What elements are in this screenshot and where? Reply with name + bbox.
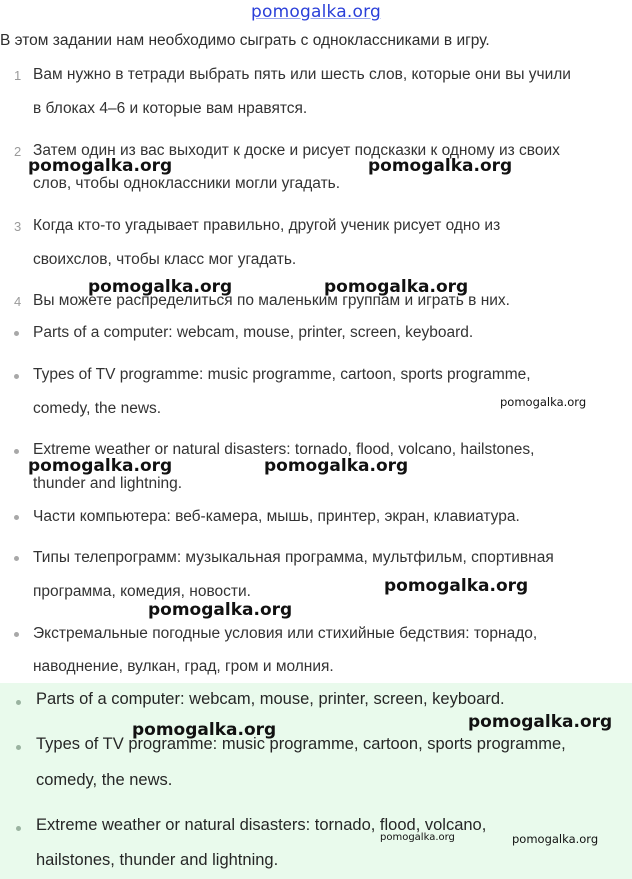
step-line: своихслов, чтобы класс мог угадать. [33,251,297,268]
list-item: Типы телепрограмм: музыкальная программа, мультфильм, спортивная [33,549,554,566]
step-line: Вы можете распределиться по маленьким группам и играть в них. [33,292,510,309]
watermark: pomogalka.org [468,712,613,732]
bullet-dot [14,556,19,561]
list-item: Types of TV programme: music programme, cartoon, sports programme, [33,366,531,383]
watermark: pomogalka.org [88,277,233,297]
list-item: Types of TV programme: music programme, cartoon, sports programme, [36,735,566,753]
list-item: Parts of a computer: webcam, mouse, printer, screen, keyboard. [33,324,474,341]
step-number: 2 [14,144,22,159]
bullet-dot [14,515,19,520]
watermark: pomogalka.org [28,456,173,476]
step-number: 4 [14,294,22,309]
watermark: pomogalka.org [324,277,469,297]
step-line: Когда кто-то угадывает правильно, другой ученик рисует одно из [33,217,501,234]
list-item: comedy, the news. [33,400,162,417]
step-number: 1 [14,68,22,83]
step-line: Затем один из вас выходит к доске и рисует подсказки к одному из своих [33,142,560,159]
watermark: pomogalka.org [500,395,587,409]
list-item: Экстремальные погодные условия или стихийные бедствия: торнадо, [33,625,538,642]
step-line: в блоках 4–6 и которые вам нравятся. [33,100,308,117]
bullet-dot [16,826,21,831]
watermark: pomogalka.org [148,600,293,620]
list-item: comedy, the news. [36,771,173,789]
bullet-dot [14,331,19,336]
list-item: Extreme weather or natural disasters: tornado, flood, volcano, [36,816,487,834]
bullet-dot [14,374,19,379]
list-item: Parts of a computer: webcam, mouse, printer, screen, keyboard. [36,690,505,708]
list-item: программа, комедия, новости. [33,583,251,600]
step-line: слов, чтобы одноклассники могли угадать. [33,175,341,192]
bullet-dot [16,700,21,705]
watermark: pomogalka.org [264,456,409,476]
watermark: pomogalka.org [380,832,455,843]
watermark: pomogalka.org [28,156,173,176]
bullet-dot [14,632,19,637]
list-item: Части компьютера: веб-камера, мышь, принтер, экран, клавиатура. [33,508,520,525]
watermark: pomogalka.org [512,832,599,846]
step-line: Вам нужно в тетради выбрать пять или шесть слов, которые они вы учили [33,66,571,83]
list-item: Extreme weather or natural disasters: tornado, flood, volcano, hailstones, [33,441,535,458]
intro-text: В этом задании нам необходимо сыграть с одноклассниками в игру. [0,32,490,49]
step-number: 3 [14,219,22,234]
bullet-dot [14,449,19,454]
bullet-dot [16,745,21,750]
watermark: pomogalka.org [132,720,277,740]
list-item: наводнение, вулкан, град, гром и молния. [33,658,334,675]
list-item: hailstones, thunder and lightning. [36,851,279,869]
watermark: pomogalka.org [384,576,529,596]
watermark: pomogalka.org [368,156,513,176]
site-header-link[interactable]: pomogalka.org [251,2,381,22]
list-item: thunder and lightning. [33,475,183,492]
